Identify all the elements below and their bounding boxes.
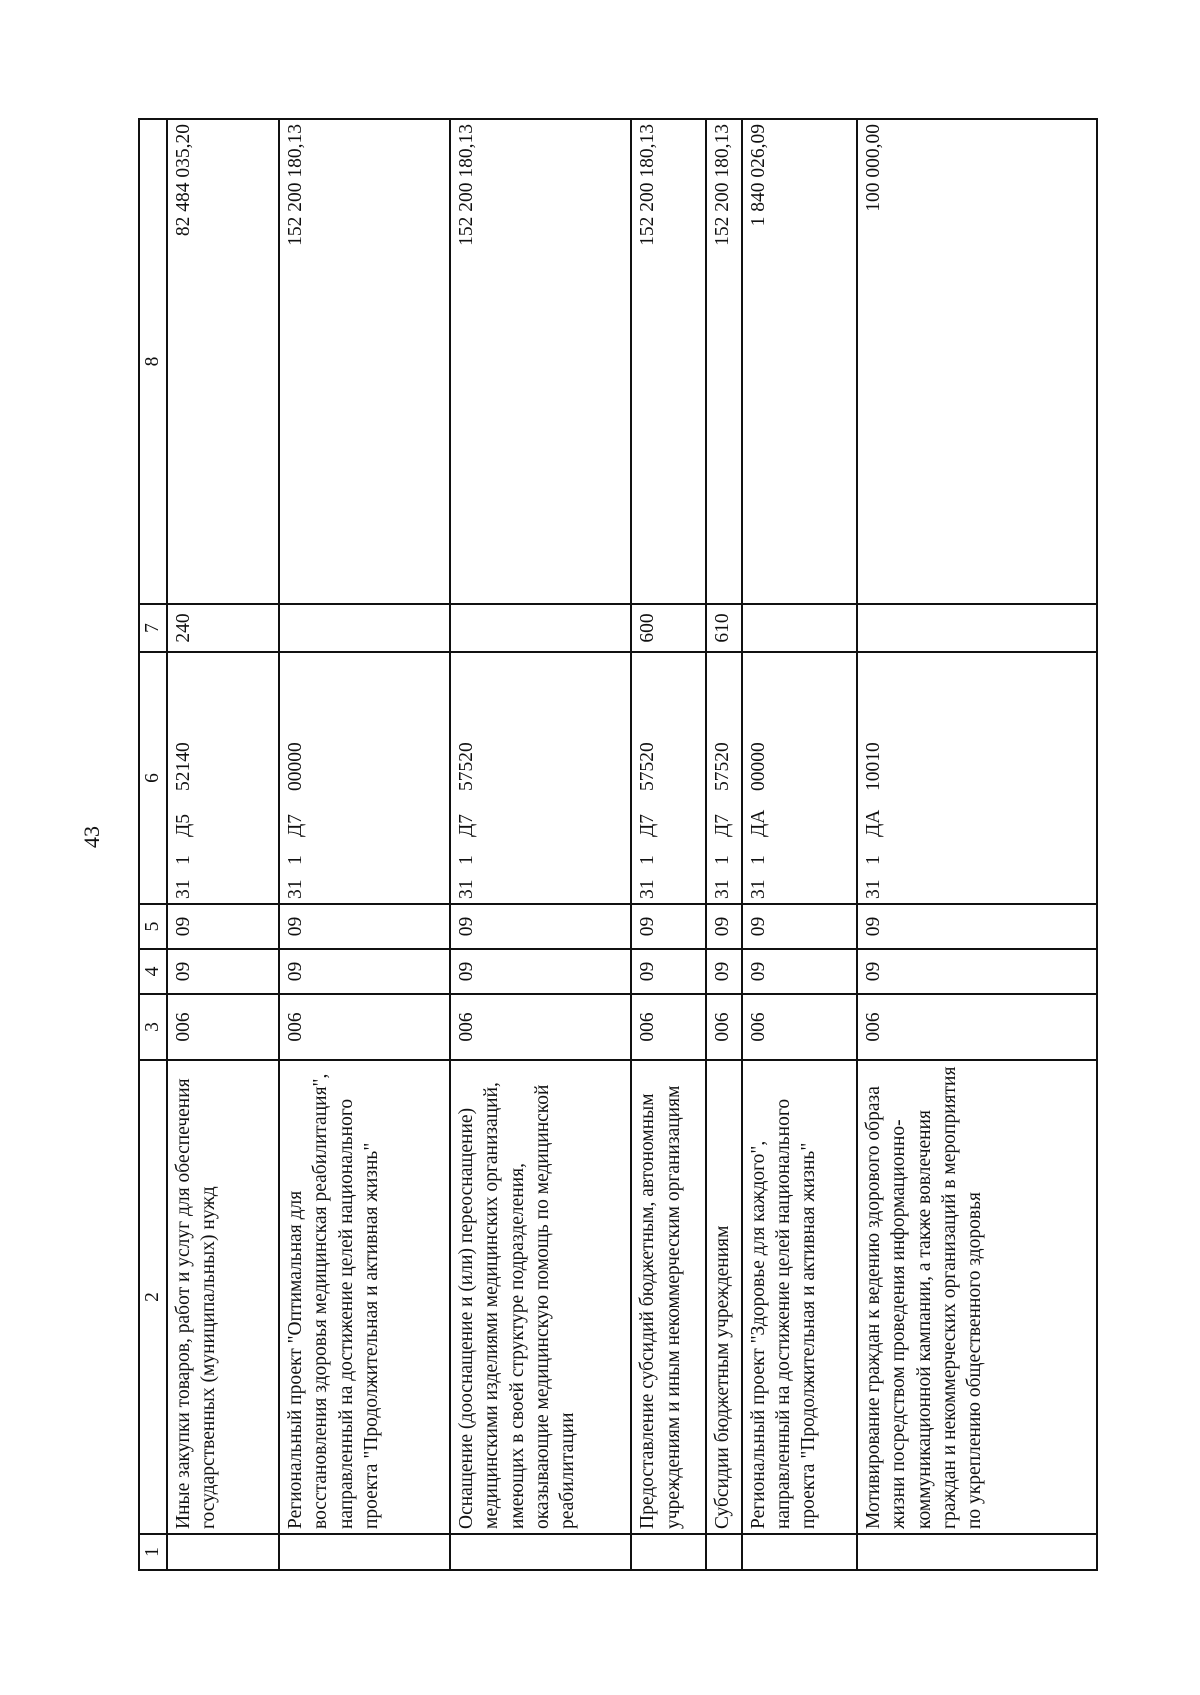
csr-program: 31: [285, 879, 307, 899]
pr-cell: 09: [167, 904, 279, 949]
row-name-cell: Иные закупки товаров, работ и услуг для обеспечения государственных (муниципальных) нужд: [167, 1060, 279, 1534]
csr-cell: [279, 652, 450, 904]
vr-cell: 240: [167, 604, 279, 652]
csr-subprogram: 1: [711, 855, 733, 865]
page-number: 43: [79, 826, 104, 848]
csr-direction: 57520: [455, 742, 477, 791]
csr-program: 31: [747, 879, 769, 899]
row-index-cell: [631, 1534, 706, 1570]
csr-direction: 57520: [637, 742, 659, 791]
rz-cell: 09: [450, 949, 631, 994]
csr-project: Д7: [637, 813, 659, 837]
pr-cell: 09: [279, 904, 450, 949]
table-row: [857, 119, 1097, 1570]
row-index-cell: [706, 1534, 742, 1570]
rz-cell: 09: [631, 949, 706, 994]
csr-cell: [742, 652, 857, 904]
grbs-cell: 006: [706, 994, 742, 1060]
table-row: [279, 119, 450, 1570]
csr-subprogram: 1: [747, 855, 769, 865]
sum-cell: 100 000,00: [857, 119, 1097, 604]
vr-cell: [857, 604, 1097, 652]
csr-subprogram: 1: [173, 855, 194, 865]
csr-subprogram: 1: [862, 855, 884, 865]
rz-cell: 09: [279, 949, 450, 994]
table-row: [450, 119, 631, 1570]
pr-cell: 09: [631, 904, 706, 949]
budget-table-container: [138, 120, 1098, 1571]
sum-cell: 152 200 180,13: [450, 119, 631, 604]
csr-project: Д7: [285, 813, 307, 837]
grbs-cell: 006: [631, 994, 706, 1060]
table-row: [742, 119, 857, 1570]
grbs-cell: 006: [167, 994, 279, 1060]
pr-cell: 09: [706, 904, 742, 949]
csr-program: 31: [637, 879, 659, 899]
grbs-cell: 006: [742, 994, 857, 1060]
csr-cell: [450, 652, 631, 904]
row-index-cell: [857, 1534, 1097, 1570]
sum-cell: 152 200 180,13: [631, 119, 706, 604]
csr-direction: 52140: [173, 742, 194, 791]
csr-direction: 10010: [862, 742, 884, 791]
pr-cell: 09: [857, 904, 1097, 949]
sum-cell: 82 484 035,20: [167, 119, 279, 604]
csr-cell: [706, 652, 742, 904]
header-cell-3: 3: [139, 994, 167, 1060]
header-cell-8: 8: [139, 119, 167, 604]
csr-cell: [167, 652, 279, 904]
csr-project: Д7: [455, 813, 477, 837]
sum-cell: 152 200 180,13: [279, 119, 450, 604]
row-name-cell: Региональный проект "Оптимальная для восстановления здоровья медицинская реабилитация", направленный на достижение целей национального проекта "Продолжительная и активная жизнь": [279, 1060, 450, 1534]
csr-cell: [857, 652, 1097, 904]
csr-project: ДА: [862, 809, 884, 837]
csr-subprogram: 1: [637, 855, 659, 865]
csr-program: 31: [862, 879, 884, 899]
rz-cell: 09: [167, 949, 279, 994]
vr-cell: 600: [631, 604, 706, 652]
csr-project: Д7: [711, 813, 733, 837]
header-cell-1: 1: [139, 1534, 167, 1570]
row-name-cell: Субсидии бюджетным учреждениям: [706, 1060, 742, 1534]
header-cell-6: 6: [139, 652, 167, 904]
table-row: [706, 119, 742, 1570]
header-cell-5: 5: [139, 904, 167, 949]
vr-cell: 610: [706, 604, 742, 652]
row-name-cell: Региональный проект "Здоровье для каждого", направленный на достижение целей национального проекта "Продолжительная и активная жизнь": [742, 1060, 857, 1534]
grbs-cell: 006: [450, 994, 631, 1060]
csr-direction: 00000: [747, 742, 769, 791]
csr-project: Д5: [173, 813, 194, 837]
csr-subprogram: 1: [455, 855, 477, 865]
rz-cell: 09: [706, 949, 742, 994]
csr-program: 31: [455, 879, 477, 899]
sum-cell: 1 840 026,09: [742, 119, 857, 604]
vr-cell: [279, 604, 450, 652]
grbs-cell: 006: [279, 994, 450, 1060]
csr-subprogram: 1: [285, 855, 307, 865]
vr-cell: [450, 604, 631, 652]
budget-table: [138, 118, 1098, 1571]
table-row: [167, 119, 279, 1570]
vr-cell: [742, 604, 857, 652]
csr-cell: [631, 652, 706, 904]
row-index-cell: [742, 1534, 857, 1570]
row-name-cell: Предоставление субсидий бюджетным, автономным учреждениям и иным некоммерческим организациям: [631, 1060, 706, 1534]
pr-cell: 09: [742, 904, 857, 949]
grbs-cell: 006: [857, 994, 1097, 1060]
csr-program: 31: [711, 879, 733, 899]
pr-cell: 09: [450, 904, 631, 949]
csr-direction: 57520: [711, 742, 733, 791]
row-name-cell: Мотивирование граждан к ведению здорового образа жизни посредством проведения информационно-коммуникационной кампании, а также вовлечения граждан и некоммерческих организаций в мероприятия по укреплению общественного здоровья: [857, 1060, 1097, 1534]
row-index-cell: [450, 1534, 631, 1570]
row-index-cell: [167, 1534, 279, 1570]
rz-cell: 09: [857, 949, 1097, 994]
header-cell-4: 4: [139, 949, 167, 994]
header-cell-7: 7: [139, 604, 167, 652]
csr-direction: 00000: [285, 742, 307, 791]
csr-program: 31: [173, 879, 194, 899]
rz-cell: 09: [742, 949, 857, 994]
sum-cell: 152 200 180,13: [706, 119, 742, 604]
csr-project: ДА: [747, 809, 769, 837]
header-row: [139, 119, 167, 1570]
row-name-cell: Оснащение (дооснащение и (или) переоснащение) медицинскими изделиями медицинских организаций, имеющих в своей структуре подразделения, оказывающие медицинскую помощь по медицинской реабилитации: [450, 1060, 631, 1534]
row-index-cell: [279, 1534, 450, 1570]
header-cell-2: 2: [139, 1060, 167, 1534]
table-row: [631, 119, 706, 1570]
